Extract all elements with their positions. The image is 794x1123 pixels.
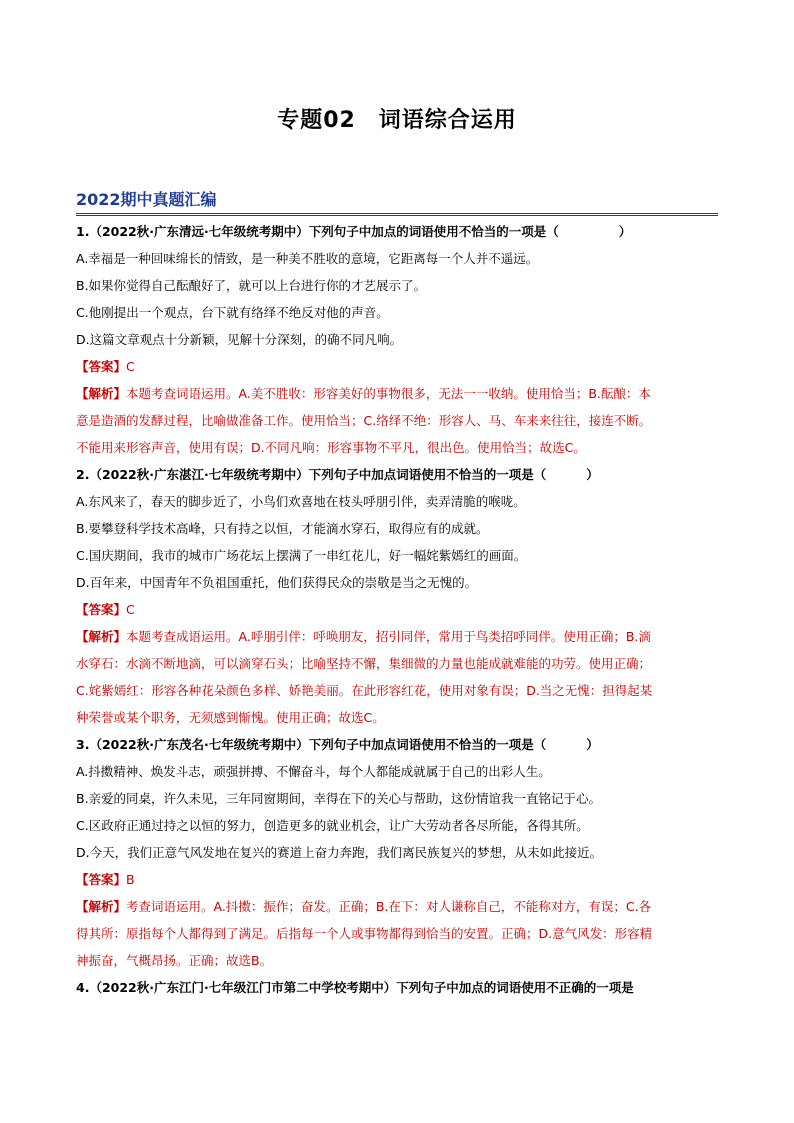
option: B.要攀登科学技术高峰，只有持之以恒，才能滴水穿石，取得应有的成就。 [76,521,489,536]
section-heading: 2022期中真题汇编 [76,187,718,216]
question-stem: 3.（2022秋·广东茂名·七年级统考期中）下列句子中加点词语使用不恰当的一项是（ ） [76,737,599,752]
question-stem: 4.（2022秋·广东江门·七年级江门市第二中学校考期中）下列句子中加点的词语使用不正确的一项是 [76,980,634,995]
explanation: 【解析】本题考查词语运用。A.美不胜收：形容美好的事物很多，无法一一收纳。使用恰当；B.酝酿：本 意是造酒的发酵过程，比喻做准备工作。使用恰当；C.络绎不绝：形容人、马、车来来往往，接连不断。 不能用来形容声音，使用有误；D.不同凡响：形容事物不平凡，很出色。使用恰当；故选C。 [76,386,652,455]
question-stem: 2.（2022秋·广东湛江·七年级统考期中）下列句子中加点词语使用不恰当的一项是（ ） [76,467,599,482]
question-block [76,461,718,731]
explanation: 【解析】本题考查成语运用。A.呼朋引伴：呼唤朋友，招引同伴，常用于鸟类招呼同伴。使用正确；B.滴 水穿石：水滴不断地滴，可以滴穿石头；比喻坚持不懈，集细微的力量也能成就难能的功劳。使用正确； C.姹紫嫣红：形容各种花朵颜色多样、娇艳美丽。在此形容红花，使用对象有误；D.当之无愧：担得起某 种荣誉或某个职务，无须感到惭愧。使用正确；故选C。 [76,629,653,725]
option: C.区政府正通过持之以恒的努力，创造更多的就业机会，让广大劳动者各尽所能，各得其所。 [76,818,589,833]
question-block [76,731,718,974]
option: A.东风来了，春天的脚步近了，小鸟们欢喜地在枝头呼朋引伴，卖弄清脆的喉咙。 [76,494,526,509]
option: D.百年来，中国青年不负祖国重托，他们获得民众的崇敬是当之无愧的。 [76,575,478,590]
answer: 【答案】B [76,872,135,887]
explanation: 【解析】考查词语运用。A.抖擞：振作；奋发。正确；B.在下：对人谦称自己，不能称对方，有误；C.各 得其所：原指每个人都得到了满足。后指每一个人或事物都得到恰当的安置。正确；D.意气风发：形容精 神振奋，气概昂扬。正确；故选B。 [76,899,653,968]
option: D.今天，我们正意气风发地在复兴的赛道上奋力奔跑，我们离民族复兴的梦想，从未如此接近。 [76,845,603,860]
option: A.幸福是一种回味绵长的情致，是一种美不胜收的意境，它距离每一个人并不遥远。 [76,251,539,266]
option: B.亲爱的同桌，许久未见，三年同窗期间，幸得在下的关心与帮助，这份情谊我一直铭记于心。 [76,791,602,806]
answer: 【答案】C [76,602,135,617]
answer: 【答案】C [76,359,135,374]
option: A.抖擞精神、焕发斗志，顽强拼搏、不懈奋斗，每个人都能成就属于自己的出彩人生。 [76,764,551,779]
question-list [76,218,718,1001]
question-block [76,218,718,461]
option: B.如果你觉得自己酝酿好了，就可以上台进行你的才艺展示了。 [76,278,427,293]
option: C.他刚提出一个观点，台下就有络绎不绝反对他的声音。 [76,305,389,320]
page-title: 专题02 词语综合运用 [277,108,517,133]
option: C.国庆期间，我市的城市广场花坛上摆满了一串红花儿，好一幅姹紫嫣红的画面。 [76,548,527,563]
question-stem: 1.（2022秋·广东清远·七年级统考期中）下列句子中加点的词语使用不恰当的一项是（ ） [76,224,632,239]
option: D.这篇文章观点十分新颖，见解十分深刻，的确不同凡响。 [76,332,403,347]
